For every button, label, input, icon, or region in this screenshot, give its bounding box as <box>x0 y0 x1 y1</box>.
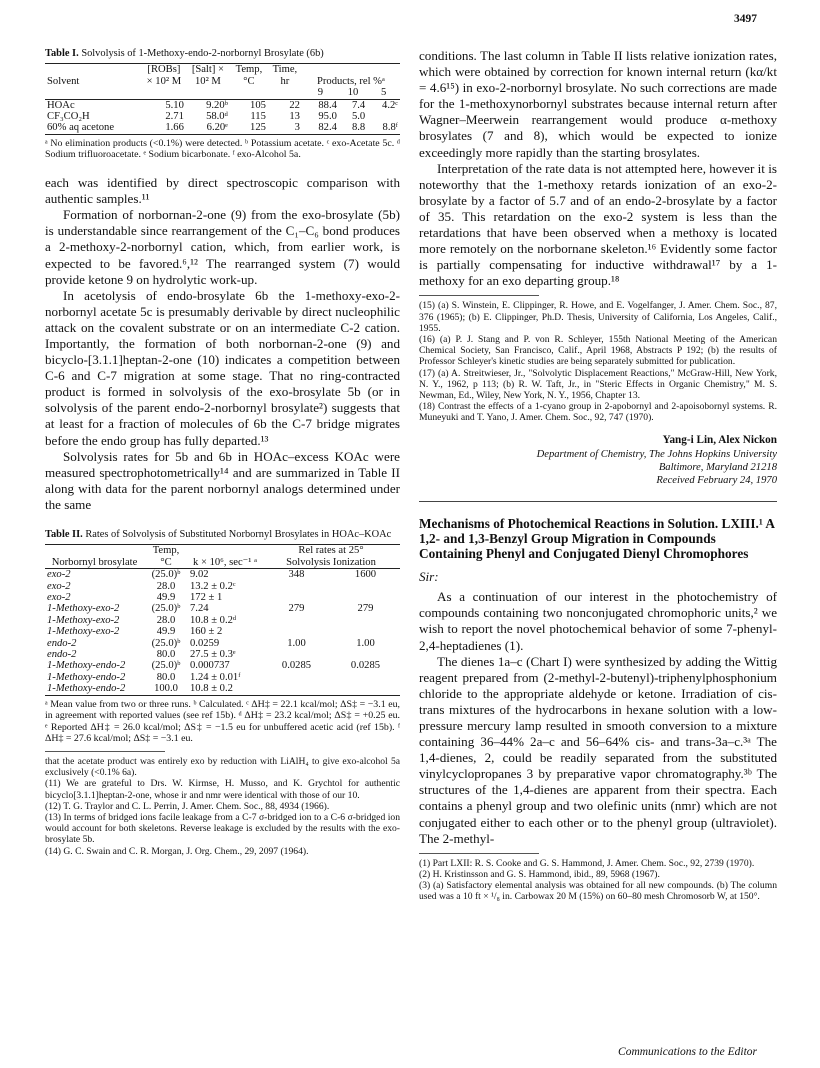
t2-cell: 10.8 ± 0.2 <box>190 683 233 695</box>
t2-row <box>45 660 400 671</box>
t2-row <box>45 672 400 683</box>
t2-cell: 1600 <box>354 569 377 581</box>
reference: (18) Contrast the effects of a 1-cyano group in 2-apobornyl and 2-apoisobornyl systems. R. Muneyuki and T. Yano, J. Amer. Chem. Soc., 92, 747 (1970). <box>419 401 777 424</box>
t2-cell <box>331 626 400 637</box>
salutation: Sir: <box>419 569 439 585</box>
t1-h-robs: [ROBs] × 10² M <box>146 64 182 87</box>
t2-cell: exo-2 <box>47 569 71 581</box>
article2-references <box>419 858 777 903</box>
t1-cell: 8.8 <box>351 122 366 134</box>
body-paragraph: Solvolysis rates for 5b and 6b in HOAc–excess KOAc were measured spectrophotometrically¹⁴ and are summarized in Table II along with data for the parent norbornyl analogs determined under the same <box>45 448 400 512</box>
body-paragraph: Formation of norbornan-2-one (9) from the exo-brosylate (5b) is understandable since rearrangement of the C₁–C₆ bond produces a 2-methoxy-2-norbornyl cation, which, from earlier work, is expected to be favored.⁶,¹² The rearranged system (7) would provide ketone 9 on hydrolytic work-up. <box>45 207 400 287</box>
t2-row <box>45 581 400 592</box>
t2-cell: 348 <box>288 569 305 581</box>
t2-cell: 0.000737 <box>190 660 230 672</box>
t2-cell: endo-2 <box>47 637 77 649</box>
t2-cell: 1.00 <box>287 637 306 649</box>
t2-cell: 160 ± 2 <box>190 626 223 638</box>
body-paragraph: each was identified by direct spectroscopic comparison with authentic samples.¹¹ <box>45 175 400 207</box>
t1-cell: HOAc <box>47 99 75 111</box>
article2-title: Mechanisms of Photochemical Reactions in Solution. LXIII.¹ A 1,2- and 1,3-Benzyl Group Migration in Compounds Containing Phenyl and Conjugated Dienyl Chromophores <box>419 515 775 562</box>
t1-h-p5: 5 <box>380 87 387 99</box>
body-paragraph: The dienes 1a–c (Chart I) were synthesized by adding the Wittig reagent prepared from (2-methyl-2-butenyl)-triphenylphosphonium chloride to the appropriate aldehyde or ketone. Irradiation of cis-trans mixtures of the hydrocarbons in hexane solution with a low-pressure mercury lamp resulted in smooth conversion to a mixture containing 36–44% 2a–c and 56–64% cis- and trans-3a–c.³ᵃ The 1,4-dienes, 2, could be readily separated from the substituted vinylcyclopropanes 3 by preparative vapor chromatography.³ᵇ The structures of the 1,4-dienes are apparent from their spectra. Each contains a phenyl group and two olefinic units (nmr) which are not conjugated either to each other or to the phenyl group (ultraviolet). The 2-methyl- <box>419 653 777 846</box>
t2-cell: (25.0)ᵇ <box>151 637 181 649</box>
reference: (3) (a) Satisfactory elemental analysis was obtained for all new compounds. (b) The column used was a 10 ft × ¹/₈ in. Carbowax 20 M (15%) on 60–80 mesh Chromosorb W, at 150°. <box>419 880 777 903</box>
left-footnotes <box>45 756 400 857</box>
t2-cell: 1.00 <box>356 637 375 649</box>
t1-cell: 5.0 <box>351 111 366 123</box>
table2-notes: ᵃ Mean value from two or three runs. ᵇ Calculated. ᶜ ΔH‡ = 22.1 kcal/mol; ΔS‡ = −3.1 eu, in agreement with reported values (see ref 15b). ᵈ ΔH‡ = 23.2 kcal/mol; ΔS‡ = +0.25 eu. ᵉ Reported ΔH‡ = 26.0 kcal/mol; ΔS‡ = −1.5 eu for unbuffered acetic acid (ref 15b). ᶠ ΔH‡ = 27.6 kcal/mol; ΔS‡ = −3.1 eu. <box>45 698 400 745</box>
body-paragraph: conditions. The last column in Table II lists relative ionization rates, which were obtained by correction for known internal return (kα/kt = 4.6¹⁵) in exo-2-norbornyl brosylate. No such corrections are made for the 1-methoxynorbornyl substrates because internal return after Wagner–Meerwein rearrangement would produce α-methoxy brosylates (7 and 8), which would be expected to ionize exceedingly more rapidly than the starting brosylates. <box>419 48 777 160</box>
table1-caption: Table I. Solvolysis of 1-Methoxy-endo-2-norbornyl Brosylate (6b) <box>45 48 324 59</box>
t1-cell: 105 <box>250 99 266 111</box>
t2-cell: 1-Methoxy-exo-2 <box>47 614 120 626</box>
t2-cell: 1-Methoxy-exo-2 <box>47 626 120 638</box>
body-paragraph: Interpretation of the rate data is not attempted here, however it is noteworthy that the 1-methoxy retards ionization of an exo-2-brosylate by a factor of 5.7 and of an endo-2-brosylate by a factor of 35. This retardation on the exo-2 system is less than the retardations that have been observed when a methoxy is located more remotely on the norbornane skeleton.¹⁶ Evidently some factor is partially compensating for inductive withdrawal¹⁷ by a 1-methoxy for an exo departing group.¹⁸ <box>419 160 777 289</box>
article-divider <box>419 501 777 502</box>
t1-cell: 13 <box>289 111 300 123</box>
t2-cell: 9.02 <box>190 569 209 581</box>
footnote: (13) In terms of bridged ions facile leakage from a C-7 σ-bridged ion to a C-6 σ-bridged ion would account for both skeletons. Reverse leakage is excluded by the results with the exo-brosylate 5b. <box>45 812 400 846</box>
t2-cell: exo-2 <box>47 580 71 592</box>
t2-cell <box>262 615 331 626</box>
t2-h-k: k × 10⁶, sec⁻¹ ᵃ <box>193 556 257 568</box>
table2 <box>45 544 400 695</box>
reference: (16) (a) P. J. Stang and P. von R. Schleyer, 155th National Meeting of the American Chemical Society, San Francisco, Calif., April 1968, Abstracts P 192; (b) the results of Professor Schleyer's kinetic studies are being separately submitted for publication. <box>419 334 777 368</box>
affiliation-city: Baltimore, Maryland 21218 <box>658 461 777 473</box>
t1-row <box>45 99 400 111</box>
t1-cell: 88.4 <box>318 99 337 111</box>
table2-caption: Table II. Rates of Solvolysis of Substituted Norbornyl Brosylates in HOAc–KOAc <box>45 529 392 540</box>
t2-cell: 1-Methoxy-endo-2 <box>47 671 126 683</box>
t2-cell <box>331 592 400 603</box>
t2-cell: 0.0285 <box>350 660 381 672</box>
t1-cell: 22 <box>289 99 300 111</box>
t2-cell <box>331 581 400 592</box>
t1-h-products: Products, rel %ᵃ <box>316 75 385 87</box>
t2-cell: 27.5 ± 0.3ᵉ <box>190 649 236 661</box>
footnote: (14) G. C. Swain and C. R. Morgan, J. Org. Chem., 29, 2097 (1964). <box>45 845 309 857</box>
t2-cell: 0.0259 <box>190 637 220 649</box>
t1-cell: 6.20ᵉ <box>206 122 228 134</box>
t1-cell: 4.2ᶜ <box>382 99 398 111</box>
t1-h-temp: Temp, °C <box>235 64 263 87</box>
t2-cell: 10.8 ± 0.2ᵈ <box>190 614 237 626</box>
t2-cell: 80.0 <box>156 671 176 683</box>
t1-cell: CF₃CO₂H <box>47 111 90 123</box>
footnote: (11) We are grateful to Drs. W. Kirmse, H. Musso, and K. Grychtol for authentic bicyclo[3.1.1]heptan-2-one, whose ir and nmr were identical with those of our 10. <box>45 778 400 801</box>
t1-cell: 82.4 <box>318 122 337 134</box>
t2-cell <box>262 672 331 683</box>
t2-cell: 0.0285 <box>281 660 312 672</box>
t2-cell: 28.0 <box>156 580 176 592</box>
reference: (1) Part LXII: R. S. Cooke and G. S. Hammond, J. Amer. Chem. Soc., 92, 2739 (1970). <box>419 857 755 869</box>
table1-notes: ᵃ No elimination products (<0.1%) were detected. ᵇ Potassium acetate. ᶜ exo-Acetate 5c. ᵈ Sodium trifluoroacetate. ᵉ Sodium bicarbonate. ᶠ exo-Alcohol 5a. <box>45 137 400 161</box>
right-references <box>419 300 777 423</box>
t2-cell: 279 <box>357 603 374 615</box>
t1-cell: 1.66 <box>165 122 184 134</box>
body-paragraph: As a continuation of our interest in the photochemistry of compounds containing two nonconjugated chromophoric units,² we wish to report the novel photochemical behavior of some 7-phenyl-2,4-heptadienes (1). <box>419 589 777 653</box>
body-paragraph: In acetolysis of endo-brosylate 6b the 1-methoxy-exo-2-norbornyl acetate 5c is presumably derivable by direct nucleophilic attack on the covalent substrate or on an intermediate C-2 cation. Importantly, the formation of both norbornan-2-one (9) and bicyclo-[3.1.1]heptan-2-one (10) indicates a competition between C-6 and C-7 migration at some stage. That no ring-contracted product is formed in solvolysis of the exo-brosylate 5b (or in solvolysis of the parent endo-2-norbornyl brosylate²) suggests that at least for a fraction of molecules of 6b the C-7 bridge migrates before the endo group has fully departed.¹³ <box>45 287 400 448</box>
t1-row <box>45 111 400 122</box>
right-body-text <box>419 48 777 289</box>
t2-cell <box>331 683 400 695</box>
t2-cell <box>331 649 400 660</box>
t2-cell <box>331 672 400 683</box>
t2-row <box>45 569 400 581</box>
t1-h-p9: 9 <box>317 87 324 99</box>
t1-cell: 7.4 <box>351 99 366 111</box>
ref-separator-2 <box>419 853 539 854</box>
t1-h-time: Time, hr <box>272 64 298 87</box>
t2-cell: 49.9 <box>156 626 176 638</box>
t2-cell: 13.2 ± 0.2ᶜ <box>190 580 236 592</box>
t1-cell: 5.10 <box>165 99 184 111</box>
t1-cell <box>367 111 400 122</box>
t2-row <box>45 603 400 614</box>
t2-cell: 49.9 <box>156 592 176 604</box>
footnote: (12) T. G. Traylor and C. L. Perrin, J. Amer. Chem. Soc., 88, 4934 (1966). <box>45 800 330 812</box>
t2-cell: 172 ± 1 <box>190 592 223 604</box>
reference: (2) H. Kristinsson and G. S. Hammond, ibid., 89, 5968 (1967). <box>419 868 660 880</box>
t2-cell: 279 <box>288 603 305 615</box>
right-column <box>419 48 777 903</box>
t2-cell <box>262 581 331 592</box>
t2-h-brosylate: Norbornyl brosylate <box>51 556 138 568</box>
t1-h-p10: 10 <box>347 87 359 99</box>
affiliation-dept: Department of Chemistry, The Johns Hopkins University <box>536 448 777 460</box>
left-column <box>45 48 400 857</box>
t2-cell: 28.0 <box>156 614 176 626</box>
t2-cell <box>262 626 331 637</box>
left-body-text <box>45 175 400 513</box>
t2-cell: 1.24 ± 0.01ᶠ <box>190 671 241 683</box>
t2-cell: (25.0)ᵇ <box>151 603 181 615</box>
t2-row <box>45 592 400 603</box>
t2-row <box>45 683 400 695</box>
page-number: 3497 <box>734 13 757 25</box>
t2-h-rel: Rel rates at 25° Solvolysis Ionization <box>286 545 376 568</box>
t2-cell: 80.0 <box>156 649 176 661</box>
t1-cell: 95.0 <box>318 111 337 123</box>
ref-separator <box>419 295 539 296</box>
t1-cell: 3 <box>294 122 300 134</box>
t2-cell <box>331 615 400 626</box>
t1-row <box>45 122 400 134</box>
t2-cell <box>262 683 331 695</box>
t1-h-salt: [Salt] × 10² M <box>191 64 224 87</box>
authors: Yang-i Lin, Alex Nickon <box>662 433 777 446</box>
t2-row <box>45 615 400 626</box>
t2-cell: exo-2 <box>47 592 71 604</box>
t1-cell: 125 <box>250 122 266 134</box>
t2-cell: 1-Methoxy-exo-2 <box>47 603 120 615</box>
t2-row <box>45 626 400 637</box>
t1-cell: 58.0ᵈ <box>206 111 228 123</box>
reference: (17) (a) A. Streitwieser, Jr., "Solvolytic Displacement Reactions," McGraw-Hill, New York, N. Y., 1962, p 113; (b) R. W. Taft, Jr., in "Steric Effects in Organic Chemistry," M. S. Newman, Ed., Wiley, New York, N. Y., 1956, Chapter 13. <box>419 367 777 402</box>
t1-h-solvent: Solvent <box>47 75 80 87</box>
t1-cell: 60% aq acetone <box>47 122 115 134</box>
t2-row <box>45 638 400 649</box>
t1-cell: 9.20ᵇ <box>206 99 228 111</box>
t2-h-temp: Temp, °C <box>152 545 180 568</box>
t1-cell: 2.71 <box>165 111 184 123</box>
t2-cell <box>262 649 331 660</box>
t2-cell: 7.24 <box>190 603 209 615</box>
received-date: Received February 24, 1970 <box>656 474 777 486</box>
t2-row <box>45 649 400 660</box>
reference: (15) (a) S. Winstein, E. Clippinger, R. Howe, and E. Vogelfanger, J. Amer. Chem. Soc., 87, 376 (1965); (b) E. Clippinger, Ph.D. Thesis, University of California, Los Angeles, Calif., 1955. <box>419 300 777 334</box>
t2-cell: 1-Methoxy-endo-2 <box>47 683 126 695</box>
page-footer: Communications to the Editor <box>618 1046 757 1058</box>
footnote-separator <box>45 751 165 752</box>
footnote: that the acetate product was entirely exo by reduction with LiAlH₄ to give exo-alcohol 5a exclusively (<0.1% 6a). <box>45 756 400 779</box>
t1-cell: 8.8ᶠ <box>382 122 398 134</box>
t2-cell: (25.0)ᵇ <box>151 660 181 672</box>
t1-cell: 115 <box>250 111 266 123</box>
t2-cell: 100.0 <box>154 683 178 695</box>
t2-cell <box>262 592 331 603</box>
t2-cell: endo-2 <box>47 649 77 661</box>
article2-body-text <box>419 589 777 847</box>
t2-cell: 1-Methoxy-endo-2 <box>47 660 126 672</box>
table1 <box>45 63 400 134</box>
t2-cell: (25.0)ᵇ <box>151 569 181 581</box>
